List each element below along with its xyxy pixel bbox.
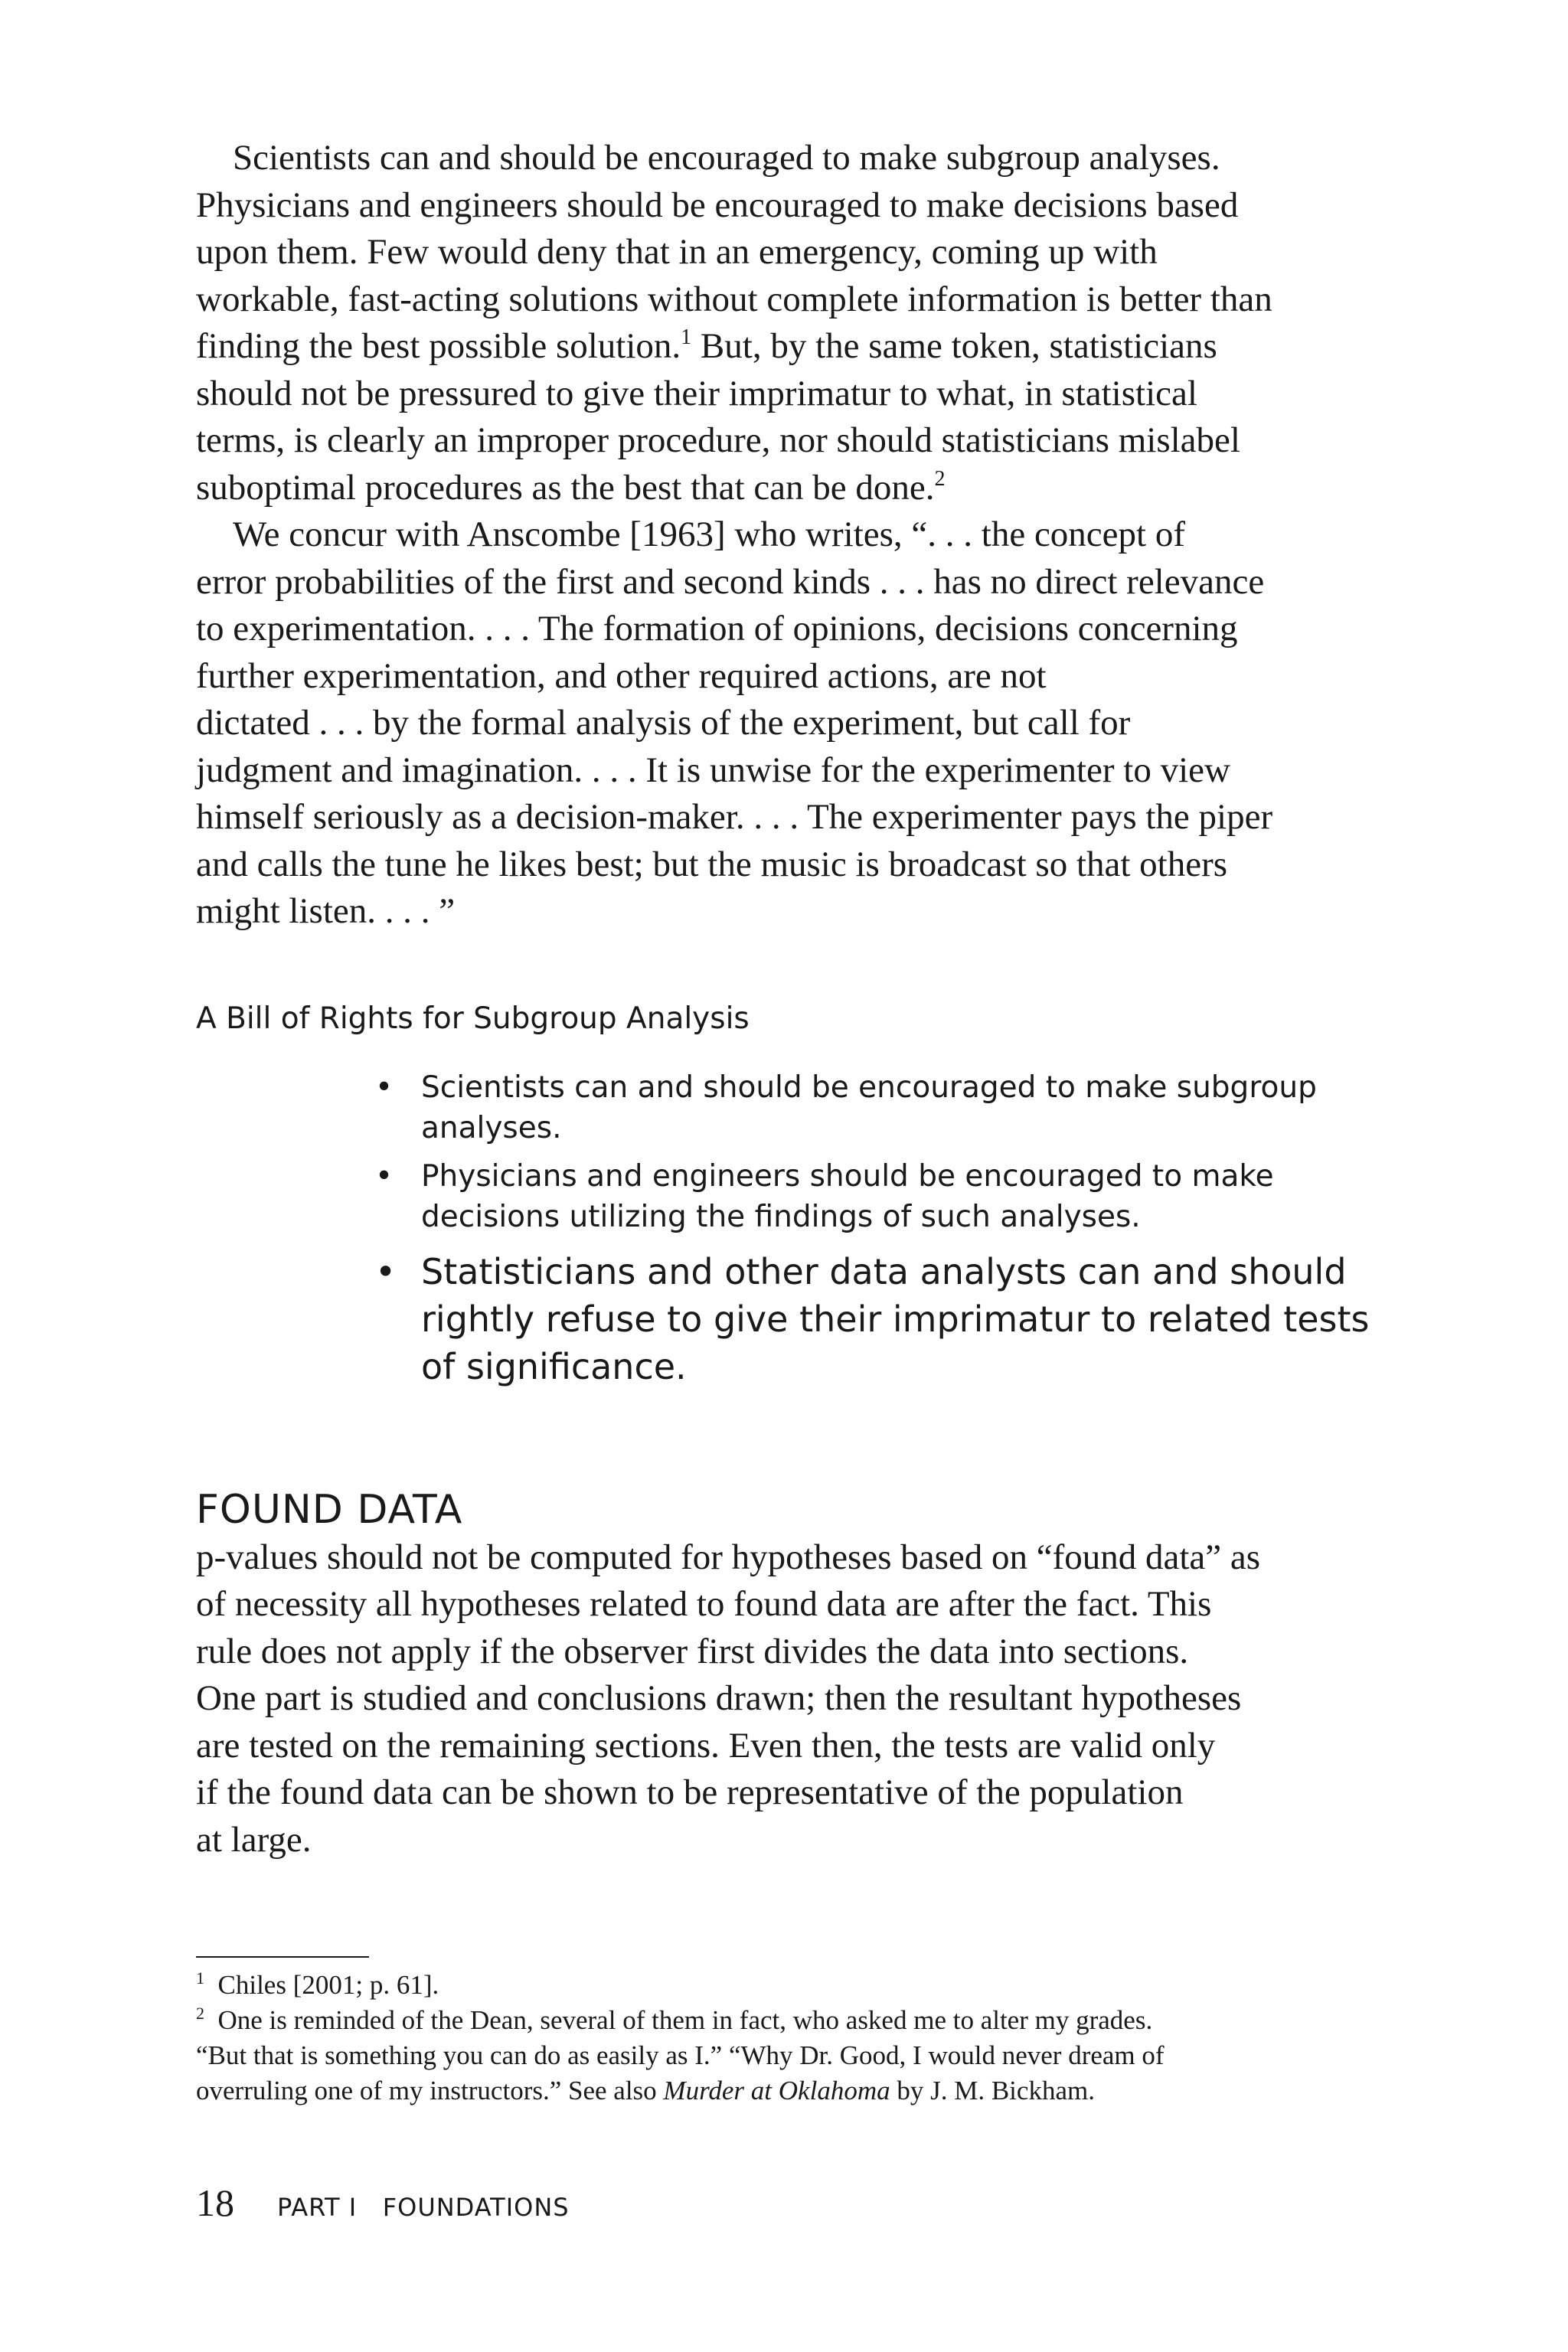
text-line: if the found data can be shown to be representative of the population bbox=[196, 1772, 1184, 1812]
text-fragment: finding the best possible solution. bbox=[196, 326, 681, 366]
text-line: terms, is clearly an improper procedure, nor should statisticians mislabel bbox=[196, 420, 1240, 460]
text-line: should not be pressured to give their imprimatur to what, in statistical bbox=[196, 373, 1197, 413]
list-item bbox=[375, 1156, 1390, 1237]
text-line: upon them. Few would deny that in an emergency, coming up with bbox=[196, 232, 1158, 272]
text-line: are tested on the remaining sections. Even then, the tests are valid only bbox=[196, 1725, 1216, 1766]
text-line bbox=[196, 1968, 1390, 2003]
list-item-text: Physicians and engineers should be encouraged to make decisions utilizing the findings of such analyses. bbox=[421, 1158, 1274, 1234]
text-line: One part is studied and conclusions drawn; then the resultant hypotheses bbox=[196, 1678, 1242, 1718]
text-line bbox=[196, 465, 1390, 512]
text-line: and calls the tune he likes best; but the music is broadcast so that others bbox=[196, 844, 1228, 884]
footnotes bbox=[196, 1968, 1390, 2109]
text-fragment: overruling one of my instructors.” See also bbox=[196, 2076, 664, 2105]
text-line: p-values should not be computed for hypotheses based on “found data” as bbox=[196, 1537, 1261, 1577]
text-fragment: suboptimal procedures as the best that can be done. bbox=[196, 467, 935, 508]
text-line: dictated . . . by the formal analysis of the experiment, but call for bbox=[196, 703, 1131, 743]
text-fragment: But, by the same token, statisticians bbox=[691, 326, 1217, 366]
footnote-1 bbox=[196, 1968, 1390, 2003]
text-line: rule does not apply if the observer first divides the data into sections. bbox=[196, 1631, 1189, 1671]
text-line: “But that is something you can do as easily as I.” “Why Dr. Good, I would never dream of bbox=[196, 2040, 1165, 2070]
bullet-icon: • bbox=[375, 1158, 394, 1194]
text-line bbox=[196, 2003, 1390, 2038]
text-line: himself seriously as a decision-maker. . . . The experimenter pays the piper bbox=[196, 797, 1273, 837]
footnote-reference-2[interactable]: 2 bbox=[934, 466, 946, 491]
footnote-reference-1[interactable]: 1 bbox=[681, 325, 692, 349]
paragraph-found-data bbox=[196, 1534, 1390, 1864]
page-content bbox=[196, 135, 1390, 1864]
text-line: of necessity all hypotheses related to found data are after the fact. This bbox=[196, 1584, 1212, 1624]
paragraph-subgroup-analyses bbox=[196, 135, 1390, 511]
text-line: We concur with Anscombe [1963] who writes, “. . . the concept of bbox=[233, 514, 1185, 554]
page-number: 18 bbox=[196, 2181, 234, 2224]
text-line: Scientists can and should be encouraged to make subgroup analyses. bbox=[233, 138, 1220, 178]
footnote-mark: 1 bbox=[196, 1968, 204, 1988]
footnote-divider bbox=[196, 1956, 369, 1958]
list-item-text: Scientists can and should be encouraged to make subgroup analyses. bbox=[421, 1070, 1317, 1145]
sidebar-title: A Bill of Rights for Subgroup Analysis bbox=[196, 1001, 750, 1036]
page-footer bbox=[196, 2180, 570, 2226]
list-item-text: Statisticians and other data analysts can and should rightly refuse to give their imprimatur to related tests of significance. bbox=[421, 1250, 1370, 1387]
footnote-text: Chiles [2001; p. 61]. bbox=[217, 1970, 439, 2000]
running-head: PART I FOUNDATIONS bbox=[277, 2193, 570, 2222]
footnote-mark: 2 bbox=[196, 2004, 204, 2023]
text-fragment: by J. M. Bickham. bbox=[890, 2076, 1095, 2105]
book-title: Murder at Oklahoma bbox=[663, 2076, 890, 2105]
text-line: error probabilities of the first and second kinds . . . has no direct relevance bbox=[196, 561, 1265, 602]
section-heading-found-data: FOUND DATA bbox=[196, 1486, 463, 1533]
text-line: judgment and imagination. . . . It is unwise for the experimenter to view bbox=[196, 750, 1230, 790]
text-line bbox=[196, 323, 1390, 371]
text-line: to experimentation. . . . The formation of opinions, decisions concerning bbox=[196, 609, 1238, 648]
paragraph-anscombe-quote bbox=[196, 511, 1390, 936]
list-item bbox=[375, 1067, 1390, 1148]
text-line: further experimentation, and other required actions, are not bbox=[196, 655, 1047, 696]
text-line: Physicians and engineers should be encouraged to make decisions based bbox=[196, 185, 1239, 225]
list-item bbox=[375, 1248, 1390, 1390]
bill-of-rights-list bbox=[196, 1067, 1390, 1390]
footnote-text: One is reminded of the Dean, several of them in fact, who asked me to alter my grades. bbox=[217, 2005, 1153, 2035]
footnote-2 bbox=[196, 2003, 1390, 2109]
bullet-icon: • bbox=[375, 1250, 397, 1292]
bullet-icon: • bbox=[375, 1070, 394, 1105]
text-line: workable, fast-acting solutions without complete information is better than bbox=[196, 279, 1272, 319]
text-line: might listen. . . . ” bbox=[196, 891, 456, 931]
text-line: at large. bbox=[196, 1819, 312, 1860]
text-line bbox=[196, 2073, 1390, 2109]
